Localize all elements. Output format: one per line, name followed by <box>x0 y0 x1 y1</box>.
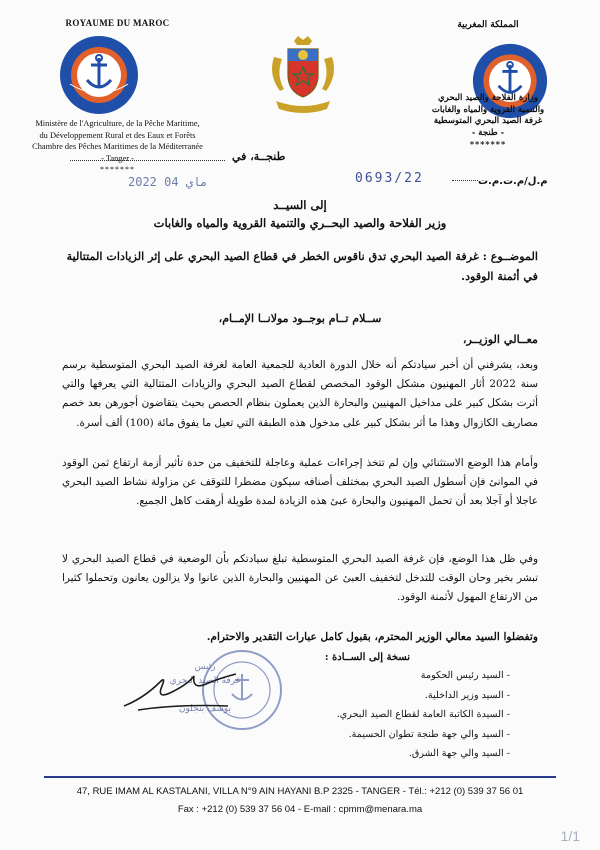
paragraph-2: وأمام هذا الوضع الاستثنائي وإن لم تتخذ إجراءات عملية وعاجلة للتخفيف من حدة تأثير أزمة ارتفاع ثمن الوقود في الموانئ فإن أسطول الصيد البحري بمختلف أصنافه سيكون مضطرا للتوقف عن مزاولة نشاط الصيد البحري عاجلا أو آجلا بعد أن تحمل المهنيون والبحارة عبئ هذه الزيادة لمدة طويلة أرهقت كاهل الجميع. <box>62 457 538 508</box>
city-ar-line: - طنجة - <box>471 127 505 138</box>
reference-label: م.ل/م.ت.م.ت <box>478 176 548 187</box>
copy-to-item: - السيد وزير الداخلية. <box>424 689 510 701</box>
salutation: ســلام تــام بوجــود مولانــا الإمــام، <box>218 312 382 325</box>
signatory-title: رئيس <box>194 662 216 672</box>
reference-dotted-line <box>452 180 478 181</box>
date-reference-row <box>0 150 600 190</box>
signatory-org: غرفة الصيد البحري <box>169 676 241 686</box>
kingdom-fr: ROYAUME DU MAROC <box>65 18 170 28</box>
paragraph-3: وفي ظل هذا الوضع، فإن غرفة الصيد البحري المتوسطية تبلغ سيادتكم بأن الوضعية في قطاع الصيد البحري لا تبشر بخير وحان الوقت للتدخل لتخفيف العبئ عن المهنيين والبحارة الذين عانوا ولا يزالون يعانون وتحملوا كثيرا من الارتفاع المهول لأثمنة الوقود. <box>62 553 538 604</box>
footer-rule <box>44 776 556 778</box>
subject-line: الموضــوع : غرفة الصيد البحري تدق ناقوس الخطر في قطاع الصيد البحري على إثر الزيادات المتتالية في أثمنة الوقود. <box>66 249 538 283</box>
chamber-line: Chambre des Pêches Maritimes de la Méditerranée <box>32 142 203 151</box>
footer-address: 47, RUE IMAM AL KASTALANI, VILLA N°9 AIN HAYANI B.P 2325 - TANGER - Tél.: +212 (0) 539 37 56 01 <box>76 786 524 797</box>
stars-line: ******* <box>100 165 135 174</box>
page-number: 1/1 <box>560 828 580 844</box>
honorific: معــالي الوزيــر، <box>462 332 538 346</box>
coat-of-arms-icon <box>268 35 338 117</box>
date-stamp: 2022 ماي 04 <box>128 175 208 189</box>
city-date-label: طنجــة، في <box>232 150 286 163</box>
header-right <box>388 20 588 151</box>
ministry-line-2: du Développement Rural et des Eaux et Forêts <box>39 130 196 140</box>
paragraph-1: وبعد، يشرفني أن أخبر سيادتكم أنه خلال الدورة العادية للجمعية العامة لغرفة الصيد البحري المتوسطية برسم سنة 2022 أثار المهنيون مشكل الوقود المخصص لقطاع الصيد البحري والزيادات المتتالية التي يعرفها والتي أثرت بشكل كبير على مداخيل المهنيين والبحارة الذين يعملون بنظام الحصص بحيث يتقاضون أجورهن بعد خصم مصاريف الكازوال وهذا ما أثر بشكل كبير على مدخول هذه الطبقة التي تعيل ما يفوق مائة (100) ألف أسرة. <box>62 359 538 429</box>
chamber-ar-line: غرفة الصيد البحري المتوسطية <box>433 116 543 126</box>
chamber-logo-icon <box>58 34 140 116</box>
kingdom-ar: المملكة المغربية <box>457 20 519 30</box>
reference-number-stamp: 0693/22 <box>355 171 424 186</box>
stars-ar-line: ******* <box>469 139 507 149</box>
copy-to-item: - السيد والي جهة الشرق. <box>408 748 510 759</box>
copy-to-item: - السيد رئيس الحكومة <box>420 670 510 681</box>
ministry-ar-line-2: والتنمية القروية والمياه والغابات <box>431 104 545 115</box>
handwritten-signature-icon <box>118 660 258 720</box>
closing-line: وتفضلوا السيد معالي الوزير المحترم، بقبول كامل عبارات التقدير والاحترام. <box>206 631 538 643</box>
addressee-title: وزير الفلاحة والصيد البحــري والتنمية القروية والمياه والغابات <box>153 216 447 230</box>
signatory-name: يوسف بنجلون <box>178 704 232 714</box>
addressee-line: إلى السيــد <box>273 198 327 212</box>
copy-to-item: - السيدة الكاتبة العامة لقطاع الصيد البحري. <box>336 709 510 720</box>
city-line: - Tanger - <box>101 153 134 163</box>
date-dotted-line <box>70 160 225 161</box>
ministry-line-1: Ministère de l'Agriculture, de la Pêche Maritime, <box>35 119 200 128</box>
footer-contact: Fax : +212 (0) 539 37 56 04 - E-mail : cpmm@menara.ma <box>177 804 423 815</box>
ministry-ar-line-1: وزارة الفلاحة والصيد البحري <box>438 93 538 103</box>
copy-to-title: نسخة إلى الســادة : <box>324 652 410 663</box>
copy-to-item: - السيد والي جهة طنجة تطوان الحسيمة. <box>348 728 510 740</box>
